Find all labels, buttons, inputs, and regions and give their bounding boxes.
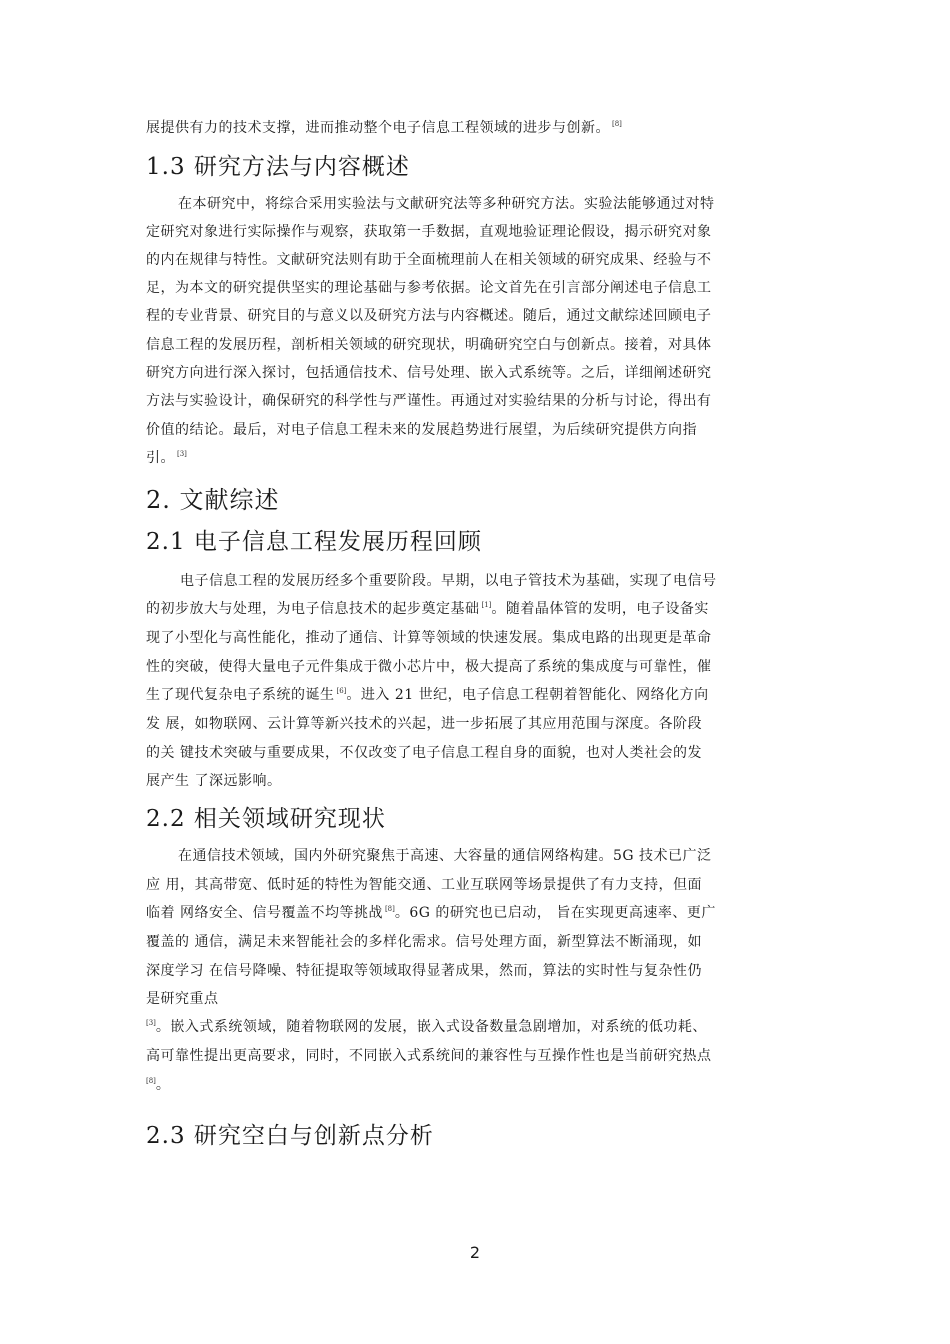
- paragraph-line: 程的专业背景、研究目的与意义以及研究方法与内容概述。随后，通过文献综述回顾电子: [146, 308, 712, 324]
- paragraph-text: 生了现代复杂电子系统的诞生: [146, 687, 335, 703]
- paragraph-line: 性的突破，使得大量电子元件集成于微小芯片中，极大提高了系统的集成度与可靠性，催: [146, 659, 712, 675]
- paragraph-line: 的内在规律与特性。文献研究法则有助于全面梳理前人在相关领域的研究成果、经验与不: [146, 252, 712, 268]
- page-number: 2: [469, 1243, 481, 1262]
- citation: [6]: [336, 687, 347, 695]
- paragraph-text: 。6G 的研究也已启动， 旨在实现更高速率、更广: [394, 905, 716, 921]
- paragraph-line: 深度学习 在信号降噪、特征提取等领域取得显著成果，然而，算法的实时性与复杂性仍: [146, 963, 702, 979]
- section-heading-2-3: 2.3 研究空白与创新点分析: [146, 1123, 434, 1149]
- paragraph-line: 在本研究中，将综合采用实验法与文献研究法等多种研究方法。实验法能够通过对特: [178, 196, 715, 212]
- paragraph-text: 引。: [146, 450, 175, 466]
- paragraph-line: [146, 1074, 170, 1094]
- paragraph-line: 应 用，其高带宽、低时延的特性为智能交通、工业互联网等场景提供了有力支持，但面: [146, 877, 702, 893]
- paragraph-text: 。嵌入式系统领域，随着物联网的发展，嵌入式设备数量急剧增加，对系统的低功耗、: [155, 1019, 707, 1035]
- citation: [8]: [146, 1077, 156, 1085]
- citation: [8]: [612, 120, 622, 128]
- citation: [3]: [146, 1019, 156, 1027]
- paragraph-line: [146, 117, 622, 137]
- paragraph-line: 是研究重点: [146, 991, 219, 1007]
- paragraph-line: [146, 1016, 707, 1036]
- paragraph-line: 覆盖的 通信，满足未来智能社会的多样化需求。信号处理方面，新型算法不断涌现，如: [146, 934, 702, 950]
- section-heading-2: 2. 文献综述: [146, 486, 280, 514]
- paragraph-line: 价值的结论。最后，对电子信息工程未来的发展趋势进行展望，为后续研究提供方向指: [146, 422, 697, 438]
- paragraph-text: 。随着晶体管的发明，电子设备实: [491, 601, 709, 617]
- section-heading-1-3: 1.3 研究方法与内容概述: [146, 154, 410, 180]
- paragraph-text: 的初步放大与处理，为电子信息技术的起步奠定基础: [146, 601, 480, 617]
- paragraph-line: 高可靠性提出更高要求，同时，不同嵌入式系统间的兼容性与互操作性也是当前研究热点: [146, 1048, 712, 1064]
- paragraph-line: 信息工程的发展历程，剖析相关领域的研究现状，明确研究空白与创新点。接着，对具体: [146, 337, 712, 353]
- citation: [3]: [177, 450, 187, 458]
- paragraph-line: [146, 447, 187, 467]
- paragraph-line: 的关 键技术突破与重要成果，不仅改变了电子信息工程自身的面貌，也对人类社会的发: [146, 745, 702, 761]
- citation: [8]: [384, 905, 395, 913]
- paragraph-text: 。: [155, 1077, 171, 1093]
- paragraph-text: 展提供有力的技术支撑，进而推动整个电子信息工程领域的进步与创新。: [146, 120, 610, 136]
- paragraph-line: 方法与实验设计，确保研究的科学性与严谨性。再通过对实验结果的分析与讨论，得出有: [146, 393, 712, 409]
- paragraph-line: 电子信息工程的发展历经多个重要阶段。早期，以电子管技术为基础，实现了电信号: [180, 573, 717, 589]
- paragraph-line: [146, 598, 709, 618]
- paragraph-line: [146, 902, 716, 922]
- citation: [1]: [481, 601, 492, 609]
- paragraph-line: 定研究对象进行实际操作与观察，获取第一手数据，直观地验证理论假设，揭示研究对象: [146, 224, 712, 240]
- paragraph-line: 在通信技术领域，国内外研究聚焦于高速、大容量的通信网络构建。5G 技术已广泛: [178, 848, 712, 864]
- paragraph-line: 研究方向进行深入探讨，包括通信技术、信号处理、嵌入式系统等。之后，详细阐述研究: [146, 365, 712, 381]
- section-heading-2-2: 2.2 相关领域研究现状: [146, 806, 386, 832]
- section-heading-2-1: 2.1 电子信息工程发展历程回顾: [146, 529, 482, 555]
- paragraph-line: [146, 684, 709, 704]
- paragraph-line: 现了小型化与高性能化，推动了通信、计算等领域的快速发展。集成电路的出现更是革命: [146, 630, 712, 646]
- paragraph-text: 临着 网络安全、信号覆盖不均等挑战: [146, 905, 383, 921]
- paragraph-line: 展产生 了深远影响。: [146, 773, 282, 789]
- paragraph-line: 发 展，如物联网、云计算等新兴技术的兴起，进一步拓展了其应用范围与深度。各阶段: [146, 716, 702, 732]
- paragraph-text: 。进入 21 世纪，电子信息工程朝着智能化、网络化方向: [346, 687, 709, 703]
- paragraph-line: 足，为本文的研究提供坚实的理论基础与参考依据。论文首先在引言部分阐述电子信息工: [146, 280, 712, 296]
